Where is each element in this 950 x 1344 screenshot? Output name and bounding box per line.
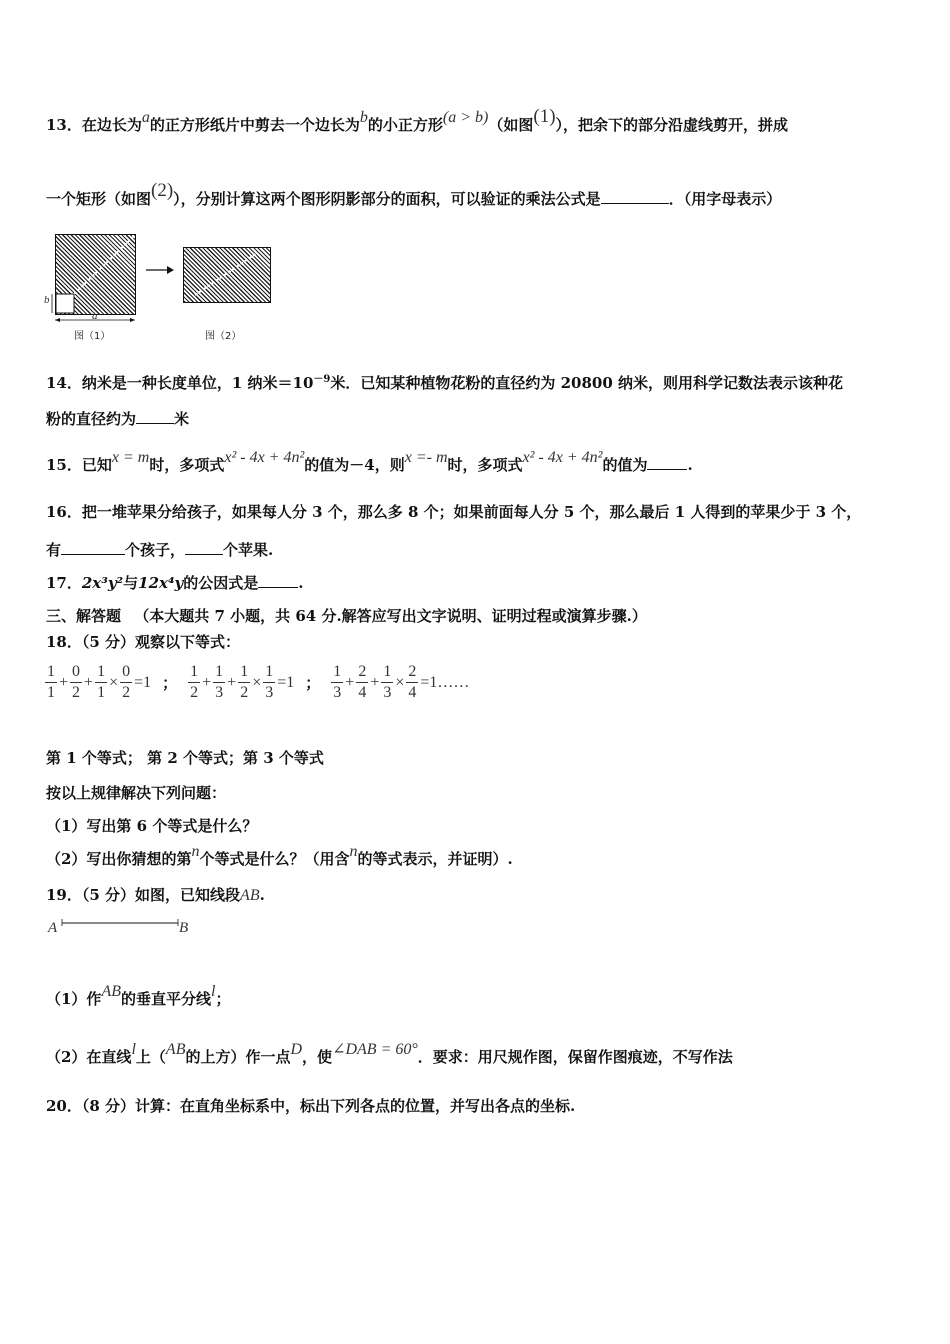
q14-text: 米: [174, 410, 190, 428]
q14-text: 14．纳米是一种长度单位，1 纳米＝10: [46, 374, 314, 392]
q13-text: 13．在边长为: [46, 116, 142, 134]
answer-blank[interactable]: [601, 189, 669, 204]
operator: ×: [252, 673, 262, 691]
denominator: 3: [265, 684, 274, 701]
math-n: n: [191, 843, 200, 860]
math-x-eq-m: x = m: [111, 449, 150, 466]
math-ab: AB: [165, 1041, 186, 1058]
point-a-label: A: [48, 920, 58, 936]
operator: +: [370, 673, 380, 691]
q19-text: 上（: [135, 1048, 166, 1066]
q13-text: 的正方形纸片中剪去一个边长为: [149, 116, 360, 134]
operator: =1……: [420, 673, 470, 691]
q18-text: （2）写出你猜想的第: [46, 850, 192, 868]
figure-ref-1: (1): [533, 106, 556, 127]
figure-1: [46, 230, 156, 340]
operator: =1: [277, 673, 295, 691]
fraction: [95, 662, 107, 703]
q17-text: 的公因式是: [183, 574, 259, 592]
q15-line: [46, 449, 693, 475]
fraction: [70, 662, 82, 703]
q19-text: ；: [215, 990, 231, 1008]
fraction: [356, 662, 368, 703]
operator: +: [84, 673, 94, 691]
q13-text: ．（用字母表示）: [668, 190, 782, 208]
q14-line2: [46, 408, 189, 429]
numerator: 0: [120, 662, 132, 683]
math-polynomial: x² - 4x + 4n²: [522, 449, 603, 466]
q13-text: ），分别计算这两个图形阴影部分的面积，可以验证的乘法公式是: [173, 190, 601, 208]
math-x-eq-neg-m: x =- m: [404, 449, 448, 466]
numerator: 1: [188, 662, 200, 683]
q19-text: ，使: [302, 1048, 333, 1066]
label-a: a: [92, 310, 98, 322]
q20-line: 20．（8 分）计算：在直角坐标系中，标出下列各点的位置，并写出各点的坐标.: [46, 1097, 576, 1115]
label-b: b: [44, 294, 50, 306]
denominator: 2: [240, 684, 249, 701]
figure-2-overlay: [183, 247, 271, 303]
q18-instruction: 按以上规律解决下列问题：: [46, 784, 227, 802]
q15-text: 时，多项式: [149, 456, 225, 474]
operator: =1: [134, 673, 152, 691]
section-title: 三、解答题: [46, 607, 122, 625]
q13-line2: [46, 180, 782, 210]
q19-text: 的上方）作一点: [185, 1048, 291, 1066]
answer-blank[interactable]: [258, 573, 298, 588]
math-b: b: [359, 109, 368, 126]
math-condition: (a > b): [442, 109, 489, 126]
segment-ab-figure: [48, 914, 198, 944]
q15-text: 的值为－4，则: [304, 456, 405, 474]
math-polynomial: x² - 4x + 4n²: [224, 449, 305, 466]
equation-separator: ；: [162, 674, 178, 692]
denominator: 2: [72, 684, 81, 701]
q16-line2: [46, 539, 273, 560]
fraction: [381, 662, 393, 703]
equation-separator: ；: [305, 674, 321, 692]
q14-text: 粉的直径约为: [46, 410, 137, 428]
answer-blank-children[interactable]: [61, 540, 125, 555]
operator: +: [227, 673, 237, 691]
math-l: l: [131, 1041, 136, 1058]
fraction: [263, 662, 275, 703]
q17-line: [46, 572, 304, 593]
q18-sub2: [46, 843, 513, 869]
point-b-label: B: [179, 920, 189, 936]
q19-text: （1）作: [46, 990, 102, 1008]
q17-text: 与: [123, 574, 139, 592]
numerator: 1: [263, 662, 275, 683]
math-expression-1: 2x³y²: [81, 574, 124, 592]
q18-equations: [44, 662, 470, 703]
fraction: [213, 662, 225, 703]
q16-line1: 16．把一堆苹果分给孩子，如果每人分 3 个，那么多 8 个；如果前面每人分 5 个，那么最后 1 人得到的苹果少于 3 个，: [46, 503, 862, 521]
math-n: n: [349, 843, 358, 860]
q16-text: 有: [46, 541, 62, 559]
answer-blank[interactable]: [647, 455, 687, 470]
figure-1-overlay: [46, 230, 156, 340]
math-ab: AB: [240, 887, 260, 904]
denominator: 3: [215, 684, 224, 701]
operator: +: [202, 673, 212, 691]
q19-sub2: [46, 1041, 733, 1067]
math-a: a: [141, 109, 150, 126]
numerator: 1: [331, 662, 343, 683]
numerator: 1: [213, 662, 225, 683]
arrow-icon: [144, 263, 178, 277]
numerator: 2: [406, 662, 418, 683]
figure-1-caption: 图（1）: [74, 331, 111, 342]
q16-text: 个苹果.: [223, 541, 274, 559]
math-expression-2: 12x⁴y: [138, 574, 184, 592]
q18-labels: 第 1 个等式； 第 2 个等式；第 3 个等式: [46, 749, 324, 767]
denominator: 2: [190, 684, 199, 701]
q14-text: 米．已知某种植物花粉的直径约为 20800 纳米，则用科学记数法表示该种花: [330, 374, 844, 392]
q19-text: （2）在直线: [46, 1048, 132, 1066]
numerator: 1: [45, 662, 57, 683]
answer-blank-apples[interactable]: [185, 540, 223, 555]
q19-text: 19．（5 分）如图，已知线段: [46, 886, 241, 904]
operator: ×: [395, 673, 405, 691]
q17-text: .: [298, 574, 304, 592]
q18-title: 18．（5 分）观察以下等式：: [46, 633, 241, 651]
q15-text: 的值为: [602, 456, 648, 474]
fraction: [188, 662, 200, 703]
fraction: [331, 662, 343, 703]
q14-line1: [46, 370, 843, 393]
numerator: 2: [356, 662, 368, 683]
fraction: [238, 662, 250, 703]
q13-line1: [46, 106, 789, 136]
denominator: 1: [97, 684, 106, 701]
math-ab: AB: [101, 983, 121, 1000]
section-3-heading: [46, 605, 647, 626]
q18-text: 个等式是什么？（用含: [199, 850, 350, 868]
q16-text: 个孩子，: [125, 541, 186, 559]
q15-text: .: [687, 456, 693, 474]
figure-2-caption: 图（2）: [205, 331, 242, 342]
numerator: 1: [238, 662, 250, 683]
math-angle: ∠DAB = 60°: [332, 1041, 418, 1058]
operator: +: [59, 673, 69, 691]
q19-sub1: [46, 983, 231, 1009]
denominator: 4: [358, 684, 367, 701]
answer-blank[interactable]: [136, 409, 174, 424]
q18-text: 的等式表示，并证明）.: [357, 850, 513, 868]
q15-text: 15．已知: [46, 456, 112, 474]
denominator: 2: [122, 684, 131, 701]
fraction: [45, 662, 57, 703]
fraction: [406, 662, 418, 703]
numerator: 1: [95, 662, 107, 683]
q13-text: 一个矩形（如图: [46, 190, 152, 208]
denominator: 3: [333, 684, 342, 701]
denominator: 4: [408, 684, 417, 701]
exponent: －9: [313, 374, 331, 385]
q13-text: 的小正方形: [367, 116, 443, 134]
denominator: 3: [383, 684, 392, 701]
numerator: 1: [381, 662, 393, 683]
q15-text: 时，多项式: [447, 456, 523, 474]
numerator: 0: [70, 662, 82, 683]
section-note: （本大题共 7 小题，共 64 分.解答应写出文字说明、证明过程或演算步骤.）: [134, 607, 647, 625]
figure-ref-2: (2): [151, 180, 174, 201]
q18-sub1: （1）写出第 6 个等式是什么？: [46, 817, 258, 835]
q19-text: 的垂直平分线: [120, 990, 211, 1008]
q13-text: （如图: [488, 116, 534, 134]
denominator: 1: [47, 684, 55, 701]
operator: +: [345, 673, 355, 691]
operator: ×: [109, 673, 119, 691]
q19-title: [46, 884, 265, 905]
q13-text: ），把余下的部分沿虚线剪开，拼成: [555, 116, 789, 134]
math-d: D: [290, 1041, 303, 1058]
math-l: l: [211, 983, 216, 1000]
segment-ab-line: [48, 914, 198, 944]
q17-text: 17．: [46, 574, 82, 592]
fraction: [120, 662, 132, 703]
q19-text: ．要求：用尺规作图，保留作图痕迹，不写作法: [417, 1048, 733, 1066]
q19-text: .: [259, 886, 265, 904]
